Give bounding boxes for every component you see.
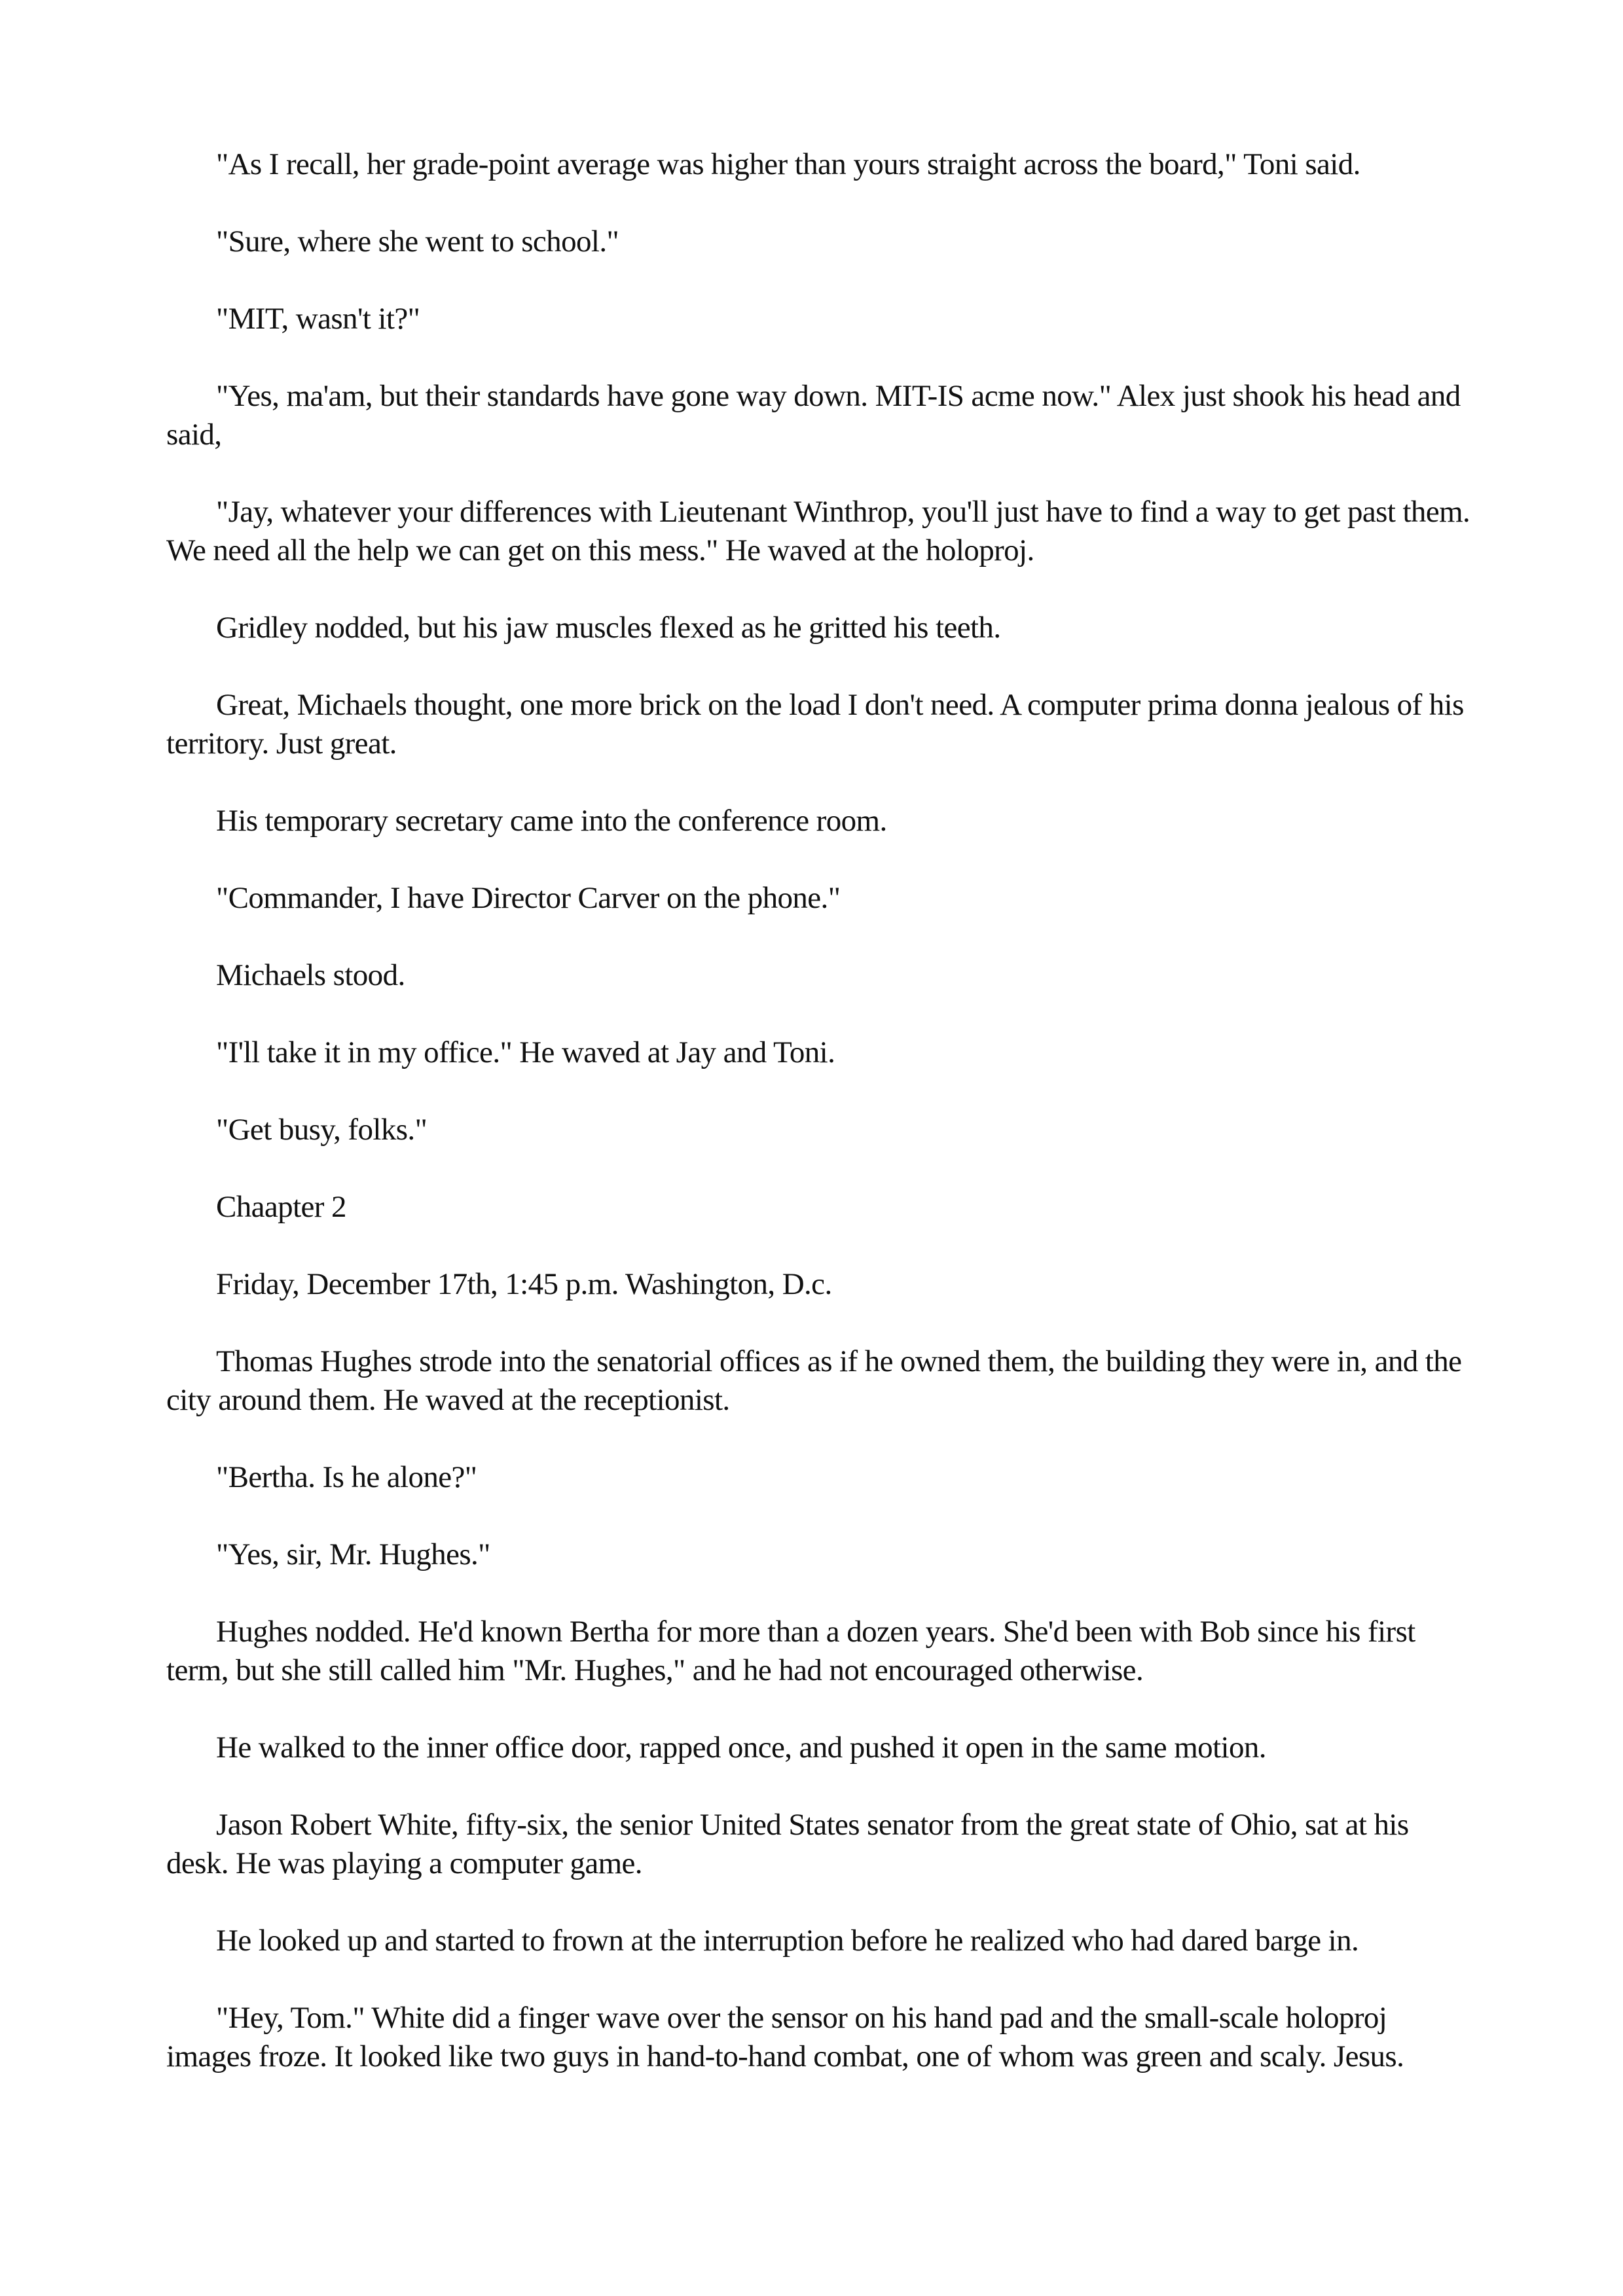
paragraph-6: Gridley nodded, but his jaw muscles flexed as he gritted his teeth. — [216, 611, 1001, 645]
paragraph-1: "As I recall, her grade-point average was higher than yours straight across the board," Toni said. — [216, 147, 1360, 181]
paragraph-8: His temporary secretary came into the conference room. — [216, 804, 887, 838]
paragraph-10: Michaels stood. — [216, 958, 405, 992]
paragraph-16: "Bertha. Is he alone?" — [216, 1460, 477, 1494]
body-text — [166, 145, 1476, 2115]
paragraph-5: "Jay, whatever your differences with Lieutenant Winthrop, you'll just have to find a way to get past them. We need all the help we can get on this mess." He waved at the holoproj. — [166, 495, 1470, 567]
dateline: Friday, December 17th, 1:45 p.m. Washington, D.c. — [216, 1267, 832, 1301]
paragraph-7: Great, Michaels thought, one more brick on the load I don't need. A computer prima donna jealous of his territory. Just great. — [166, 688, 1464, 761]
paragraph-3: "MIT, wasn't it?" — [216, 302, 420, 336]
chapter-heading: Chaapter 2 — [216, 1190, 346, 1224]
paragraph-20: Jason Robert White, fifty-six, the senior United States senator from the great state of Ohio, sat at his desk. He was playing a computer game. — [166, 1808, 1409, 1880]
paragraph-11: "I'll take it in my office." He waved at Jay and Toni. — [216, 1035, 835, 1069]
paragraph-21: He looked up and started to frown at the interruption before he realized who had dared barge in. — [216, 1924, 1359, 1958]
paragraph-15: Thomas Hughes strode into the senatorial offices as if he owned them, the building they were in, and the city around them. He waved at the receptionist. — [166, 1344, 1462, 1417]
paragraph-12: "Get busy, folks." — [216, 1113, 428, 1147]
paragraph-18: Hughes nodded. He'd known Bertha for more than a dozen years. She'd been with Bob since his first term, but she still called him "Mr. Hughes," and he had not encouraged otherwise. — [166, 1615, 1415, 1687]
paragraph-17: "Yes, sir, Mr. Hughes." — [216, 1537, 490, 1571]
paragraph-22: "Hey, Tom." White did a finger wave over the sensor on his hand pad and the small-scale holoproj images froze. It looked like two guys in hand-to-hand combat, one of whom was green and scaly. Jesus. — [166, 2001, 1404, 2073]
paragraph-4: "Yes, ma'am, but their standards have gone way down. MIT-IS acme now." Alex just shook his head and said, — [166, 379, 1461, 452]
paragraph-9: "Commander, I have Director Carver on the phone." — [216, 881, 841, 915]
paragraph-2: "Sure, where she went to school." — [216, 224, 619, 259]
paragraph-19: He walked to the inner office door, rapped once, and pushed it open in the same motion. — [216, 1731, 1266, 1765]
